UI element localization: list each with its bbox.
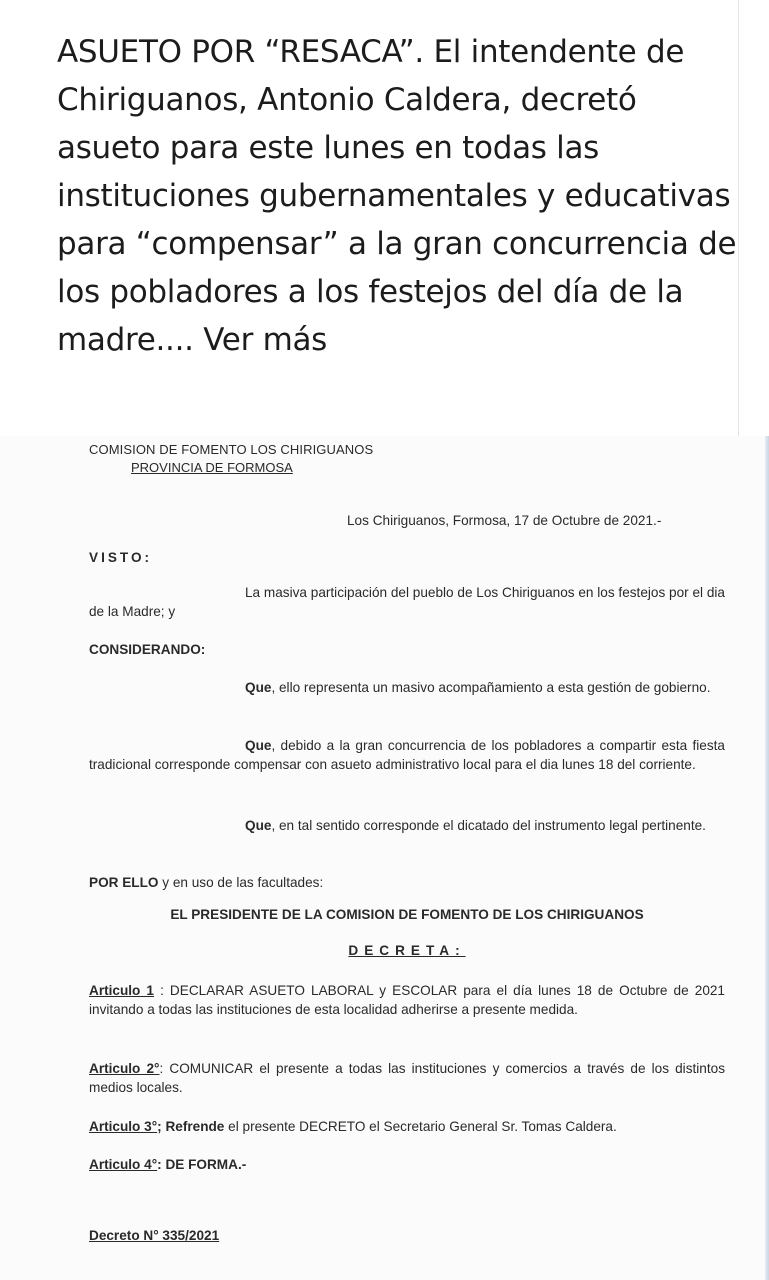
considerando-label: CONSIDERANDO: xyxy=(89,642,206,657)
post-caption xyxy=(57,28,737,364)
article-2-text: : COMUNICAR el presente a todas las instituciones y comercios a través de los distintos medios locales. xyxy=(89,1061,725,1095)
decree-document-image[interactable] xyxy=(0,436,769,1280)
decreta-heading-wrap xyxy=(89,943,725,958)
por-ello-lead: POR ELLO xyxy=(89,875,159,890)
see-more-link[interactable]: Ver más xyxy=(203,322,328,358)
article-1-label: Articulo 1 xyxy=(89,983,154,998)
considerando-que-3 xyxy=(89,816,725,835)
post-divider xyxy=(738,0,739,436)
doc-header-institution: COMISION DE FOMENTO LOS CHIRIGUANOS xyxy=(89,442,374,457)
visto-label: VISTO: xyxy=(89,550,153,565)
que-3-text: , en tal sentido corresponde el dicatado del instrumento legal pertinente. xyxy=(271,818,706,833)
article-3-text: el presente DECRETO el Secretario General Sr. Tomas Caldera. xyxy=(224,1119,617,1134)
article-1 xyxy=(89,981,725,1019)
article-2-label: Articulo 2° xyxy=(89,1061,160,1076)
decreto-number: Decreto N° 335/2021 xyxy=(89,1228,220,1243)
article-4-label: Articulo 4° xyxy=(89,1157,158,1172)
por-ello-text: y en uso de las facultades: xyxy=(158,875,324,890)
post-area xyxy=(0,0,769,436)
visto-text: La masiva participación del pueblo de Los Chiriguanos en los festejos por el dia de la Madre; y xyxy=(89,585,725,619)
article-4-text: : DE FORMA.- xyxy=(157,1157,247,1172)
article-3-bold: ; Refrende xyxy=(157,1119,225,1134)
article-3 xyxy=(89,1117,725,1136)
que-2-lead: Que xyxy=(245,738,272,753)
que-1-text: , ello representa un masivo acompañamiento a esta gestión de gobierno. xyxy=(271,680,711,695)
article-3-label: Articulo 3° xyxy=(89,1119,158,1134)
visto-paragraph xyxy=(89,583,725,621)
article-4 xyxy=(89,1155,725,1174)
doc-header-province: PROVINCIA DE FORMOSA xyxy=(131,460,293,475)
presidente-heading: EL PRESIDENTE DE LA COMISION DE FOMENTO DE LOS CHIRIGUANOS xyxy=(170,907,644,922)
article-1-text: : DECLARAR ASUETO LABORAL y ESCOLAR para el día lunes 18 de Octubre de 2021 invitando a todas las instituciones de esta localidad adherirse a presente medida. xyxy=(89,983,725,1017)
considerando-que-2 xyxy=(89,736,725,774)
que-2-text: , debido a la gran concurrencia de los pobladores a compartir esta fiesta tradicional corresponde compensar con asueto administrativo local para el dia lunes 18 del corriente. xyxy=(89,738,725,772)
decreta-heading: DECRETA: xyxy=(348,943,466,958)
post-caption-text: ASUETO POR “RESACA”. El intendente de Chiriguanos, Antonio Caldera, decretó asueto para este lunes en todas las instituciones gubernamentales y educativas para “compensar” a la gran concurrencia de los pobladores a los festejos del día de la madre.... xyxy=(57,34,737,358)
doc-date: Los Chiriguanos, Formosa, 17 de Octubre de 2021.- xyxy=(347,513,662,528)
document-edge xyxy=(765,436,769,1280)
que-1-lead: Que xyxy=(245,680,272,695)
considerando-que-1 xyxy=(89,678,725,697)
por-ello-line xyxy=(89,873,725,892)
article-2 xyxy=(89,1059,725,1097)
que-3-lead: Que xyxy=(245,818,272,833)
